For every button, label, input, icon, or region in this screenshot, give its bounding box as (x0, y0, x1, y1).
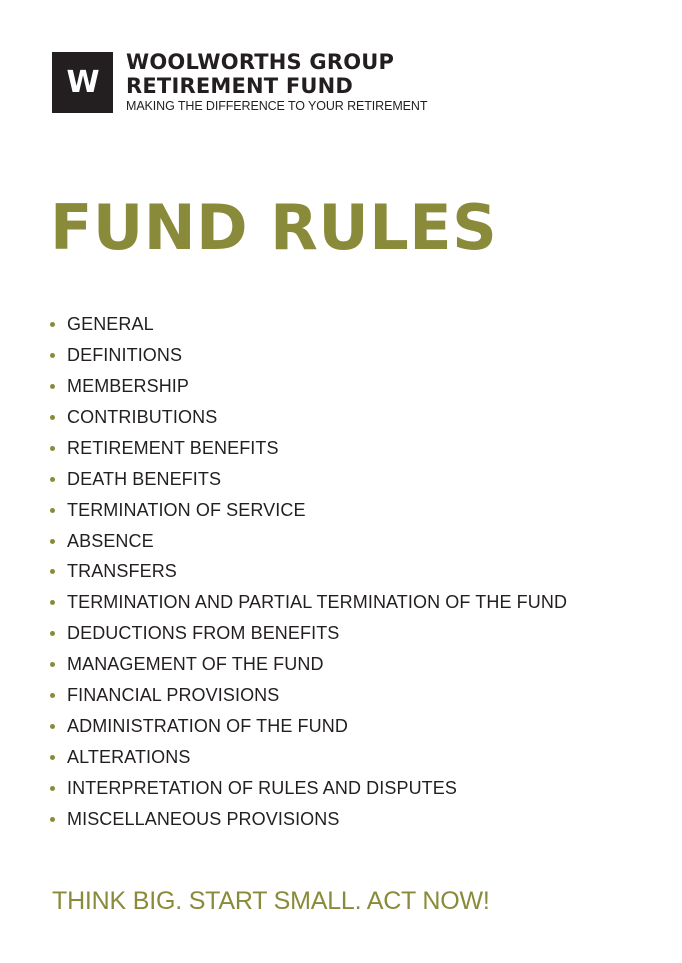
rule-label: DEATH BENEFITS (67, 468, 222, 489)
bullet-icon (50, 322, 55, 327)
rule-label: ALTERATIONS (67, 747, 191, 768)
bullet-icon (50, 631, 55, 636)
logo-letter: W (66, 64, 99, 100)
brand-name-line-1: WOOLWORTHS GROUP (126, 50, 395, 74)
bullet-icon (50, 353, 55, 358)
bullet-icon (50, 693, 55, 698)
brand-name (126, 50, 427, 113)
bullet-icon (50, 786, 55, 791)
brand-name-line-2: RETIREMENT FUND (126, 74, 354, 98)
rule-label: DEDUCTIONS FROM BENEFITS (67, 623, 340, 644)
bullet-icon (50, 600, 55, 605)
rule-list-item (50, 680, 567, 711)
rule-list-item (50, 402, 567, 433)
rule-label: MANAGEMENT OF THE FUND (67, 654, 324, 675)
rule-label: INTERPRETATION OF RULES AND DISPUTES (67, 778, 457, 799)
rule-list-item (50, 433, 567, 464)
rule-label: RETIREMENT BENEFITS (67, 437, 279, 458)
rule-label: CONTRIBUTIONS (67, 406, 218, 427)
bullet-icon (50, 755, 55, 760)
rule-list-item (50, 557, 567, 588)
rule-list-item (50, 495, 567, 526)
rule-label: DEFINITIONS (67, 344, 183, 365)
rule-list-item (50, 618, 567, 649)
slogan: THINK BIG. START SMALL. ACT NOW! (52, 887, 490, 915)
bullet-icon (50, 415, 55, 420)
rule-label: GENERAL (67, 313, 154, 334)
rule-list-item (50, 340, 567, 371)
rule-label: ABSENCE (67, 530, 154, 551)
rules-list (50, 309, 567, 835)
rule-list-item (50, 773, 567, 804)
logo-mark (52, 52, 113, 113)
rule-list-item (50, 742, 567, 773)
rule-list-item (50, 587, 567, 618)
bullet-icon (50, 384, 55, 389)
bullet-icon (50, 569, 55, 574)
bullet-icon (50, 724, 55, 729)
bullet-icon (50, 539, 55, 544)
bullet-icon (50, 477, 55, 482)
rule-label: ADMINISTRATION OF THE FUND (67, 716, 348, 737)
brand-tagline: MAKING THE DIFFERENCE TO YOUR RETIREMENT (126, 99, 428, 113)
bullet-icon (50, 817, 55, 822)
rule-list-item (50, 464, 567, 495)
bullet-icon (50, 508, 55, 513)
rule-list-item (50, 309, 567, 340)
rule-label: TERMINATION AND PARTIAL TERMINATION OF THE FUND (67, 592, 568, 613)
rule-label: MEMBERSHIP (67, 375, 190, 396)
rule-label: TERMINATION OF SERVICE (67, 499, 306, 520)
rule-list-item (50, 711, 567, 742)
page-title: FUND RULES (50, 191, 498, 264)
rule-label: TRANSFERS (67, 561, 177, 582)
rule-list-item (50, 649, 567, 680)
rule-list-item (50, 371, 567, 402)
rule-list-item (50, 526, 567, 557)
bullet-icon (50, 662, 55, 667)
bullet-icon (50, 446, 55, 451)
rule-label: MISCELLANEOUS PROVISIONS (67, 808, 340, 829)
rule-list-item (50, 804, 567, 835)
rule-label: FINANCIAL PROVISIONS (67, 685, 280, 706)
